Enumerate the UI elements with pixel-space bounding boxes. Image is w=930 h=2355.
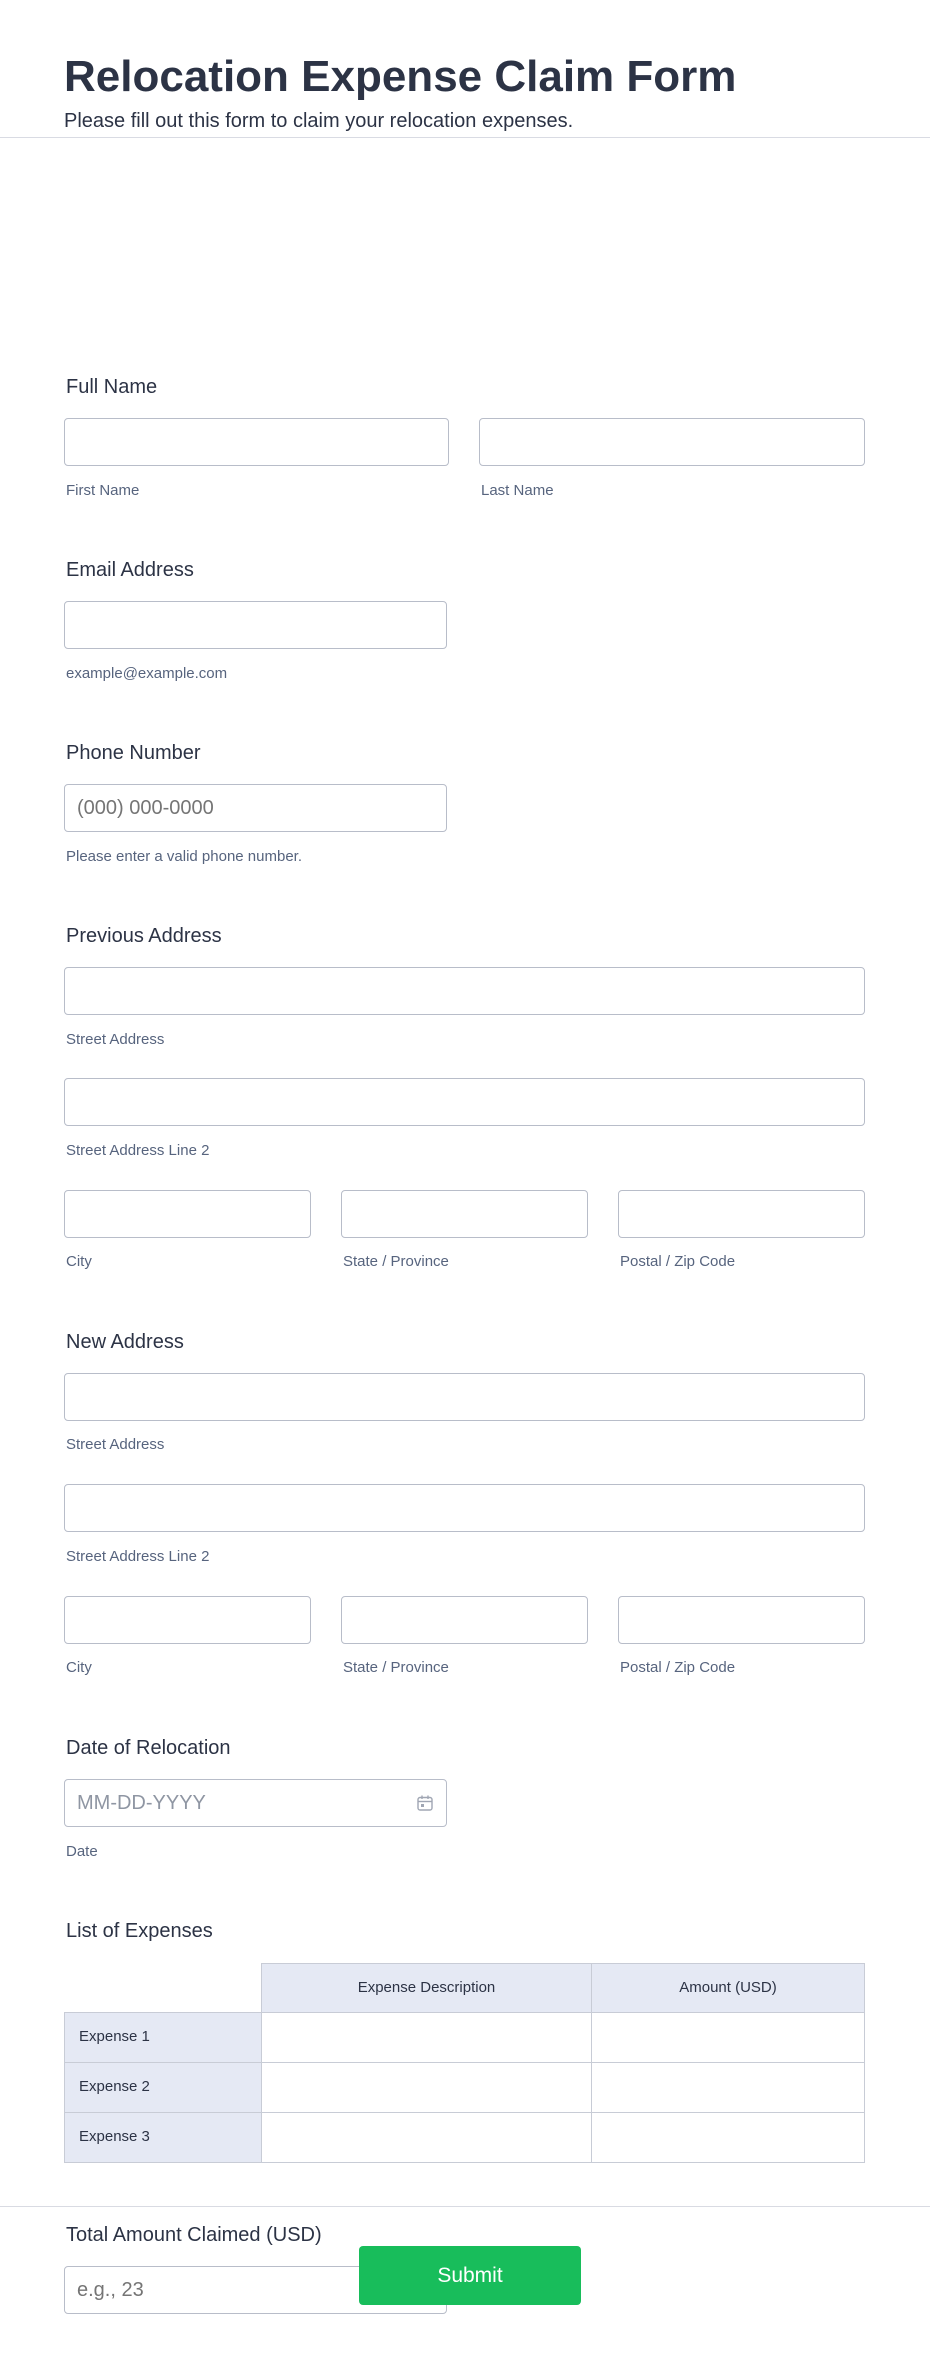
previous-zip-sublabel: Postal / Zip Code	[620, 1253, 736, 1270]
first-name-sublabel: First Name	[66, 482, 140, 499]
previous-address-label: Previous Address	[66, 925, 222, 947]
previous-city-sublabel: City	[66, 1253, 92, 1270]
previous-state-sublabel: State / Province	[343, 1253, 449, 1270]
new-state-input[interactable]	[341, 1596, 588, 1644]
column-header-description: Expense Description	[261, 1963, 592, 2013]
expense-2-amount-cell[interactable]	[591, 2062, 865, 2113]
calendar-icon[interactable]	[416, 1794, 434, 1812]
new-street2-input[interactable]	[64, 1484, 865, 1532]
previous-street2-sublabel: Street Address Line 2	[66, 1142, 210, 1159]
new-state-sublabel: State / Province	[343, 1659, 449, 1676]
new-city-sublabel: City	[66, 1659, 92, 1676]
first-name-input[interactable]	[64, 418, 449, 466]
previous-city-input[interactable]	[64, 1190, 311, 1238]
date-placeholder: MM-DD-YYYY	[77, 1792, 206, 1814]
new-zip-sublabel: Postal / Zip Code	[620, 1659, 736, 1676]
phone-label: Phone Number	[66, 742, 201, 764]
phone-input[interactable]	[64, 784, 447, 832]
expense-1-amount-cell[interactable]	[591, 2012, 865, 2063]
full-name-label: Full Name	[66, 376, 158, 398]
expenses-label: List of Expenses	[66, 1920, 213, 1942]
form-header	[0, 0, 930, 138]
phone-sublabel: Please enter a valid phone number.	[66, 848, 302, 865]
expense-1-description-cell[interactable]	[261, 2012, 592, 2063]
total-label: Total Amount Claimed (USD)	[66, 2224, 322, 2246]
previous-zip-input[interactable]	[618, 1190, 865, 1238]
date-label: Date of Relocation	[66, 1737, 231, 1759]
expense-2-description-cell[interactable]	[261, 2062, 592, 2113]
footer-divider	[0, 2206, 930, 2207]
new-street-sublabel: Street Address	[66, 1436, 165, 1453]
expense-3-description-cell[interactable]	[261, 2112, 592, 2163]
new-street-input[interactable]	[64, 1373, 865, 1421]
submit-button[interactable]: Submit	[359, 2246, 581, 2305]
email-label: Email Address	[66, 559, 194, 581]
new-city-input[interactable]	[64, 1596, 311, 1644]
email-sublabel: example@example.com	[66, 665, 228, 682]
row-header-expense-1: Expense 1	[64, 2012, 262, 2063]
email-input[interactable]	[64, 601, 447, 649]
column-header-amount: Amount (USD)	[591, 1963, 865, 2013]
page-subtitle: Please fill out this form to claim your relocation expenses.	[64, 110, 574, 132]
date-sublabel: Date	[66, 1843, 98, 1860]
previous-state-input[interactable]	[341, 1190, 588, 1238]
previous-street2-input[interactable]	[64, 1078, 865, 1126]
date-input[interactable]	[64, 1779, 447, 1827]
previous-street-sublabel: Street Address	[66, 1031, 165, 1048]
new-zip-input[interactable]	[618, 1596, 865, 1644]
new-street2-sublabel: Street Address Line 2	[66, 1548, 210, 1565]
previous-street-input[interactable]	[64, 967, 865, 1015]
last-name-input[interactable]	[479, 418, 865, 466]
row-header-expense-2: Expense 2	[64, 2062, 262, 2113]
page-title: Relocation Expense Claim Form	[64, 52, 737, 101]
new-address-label: New Address	[66, 1331, 184, 1353]
last-name-sublabel: Last Name	[481, 482, 554, 499]
row-header-expense-3: Expense 3	[64, 2112, 262, 2163]
expense-3-amount-cell[interactable]	[591, 2112, 865, 2163]
